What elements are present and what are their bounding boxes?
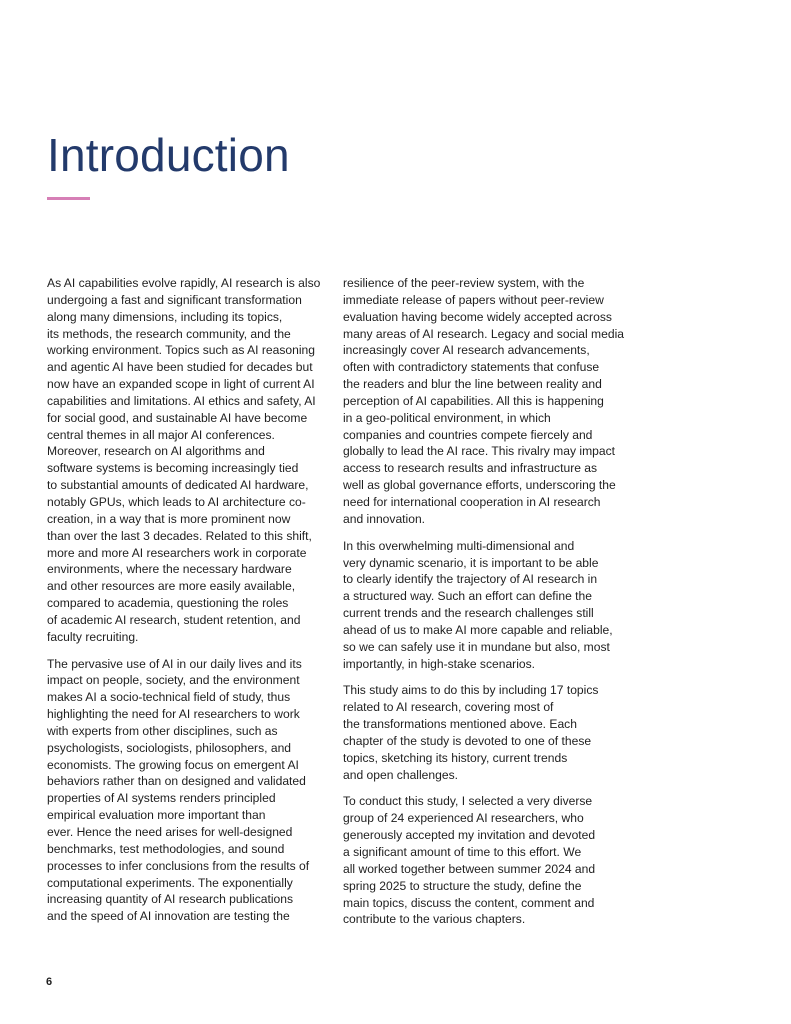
text-line: now have an expanded scope in light of current AI xyxy=(47,377,315,392)
text-line: of academic AI research, student retention, and xyxy=(47,612,301,627)
text-line: spring 2025 to structure the study, define the xyxy=(343,878,582,893)
text-line: properties of AI systems renders principled xyxy=(47,791,276,806)
paragraph xyxy=(47,656,324,926)
page-title: Introduction xyxy=(47,129,290,181)
text-line: to clearly identify the trajectory of AI research in xyxy=(343,572,598,587)
text-line: with experts from other disciplines, such as xyxy=(47,723,278,738)
text-line: than over the last 3 decades. Related to this shift, xyxy=(47,528,312,543)
text-line: environments, where the necessary hardware xyxy=(47,562,292,577)
text-line: Moreover, research on AI algorithms and xyxy=(47,444,265,459)
text-line: highlighting the need for AI researchers to work xyxy=(47,707,300,722)
text-line: current trends and the research challenges still xyxy=(343,606,594,621)
text-line: increasing quantity of AI research publications xyxy=(47,892,294,907)
text-line: well as global governance efforts, underscoring the xyxy=(343,478,616,493)
text-line: and innovation. xyxy=(343,511,426,526)
text-line: To conduct this study, I selected a very diverse xyxy=(343,794,593,809)
text-line: In this overwhelming multi-dimensional and xyxy=(343,538,575,553)
text-line: in a geo-political environment, in which xyxy=(343,410,551,425)
text-line: companies and countries compete fiercely and xyxy=(343,427,593,442)
text-line: more and more AI researchers work in corporate xyxy=(47,545,307,560)
text-line: creation, in a way that is more prominent now xyxy=(47,511,291,526)
text-line: resilience of the peer-review system, with the xyxy=(343,276,585,290)
text-line: to substantial amounts of dedicated AI hardware, xyxy=(47,478,309,493)
text-line: generously accepted my invitation and devoted xyxy=(343,828,596,843)
text-line: very dynamic scenario, it is important to be able xyxy=(343,555,599,570)
text-line: computational experiments. The exponentially xyxy=(47,875,293,890)
text-line: ever. Hence the need arises for well-designed xyxy=(47,825,293,839)
paragraph xyxy=(343,538,628,673)
text-line: economists. The growing focus on emergent AI xyxy=(47,757,299,772)
text-line: empirical evaluation more important than xyxy=(47,808,266,823)
text-line: and other resources are more easily available, xyxy=(47,579,296,594)
page-number: 6 xyxy=(46,976,53,988)
text-line: As AI capabilities evolve rapidly, AI research is also xyxy=(47,276,321,290)
text-line: all worked together between summer 2024 and xyxy=(343,861,596,876)
text-line: access to research results and infrastructure as xyxy=(343,461,598,476)
text-line: capabilities and limitations. AI ethics and safety, AI xyxy=(47,393,316,408)
text-line: chapter of the study is devoted to one of these xyxy=(343,733,592,748)
text-line: a structured way. Such an effort can define the xyxy=(343,589,592,604)
paragraph xyxy=(343,275,628,528)
title-accent-rule xyxy=(47,197,90,200)
text-line: central themes in all major AI conferences. xyxy=(47,427,275,442)
text-line: and open challenges. xyxy=(343,767,458,782)
text-line: processes to infer conclusions from the results of xyxy=(47,858,310,873)
text-line: the transformations mentioned above. Each xyxy=(343,717,577,732)
text-line: compared to academia, questioning the roles xyxy=(47,596,289,611)
text-line: and the speed of AI innovation are testing the xyxy=(47,909,290,924)
text-line: its methods, the research community, and the xyxy=(47,326,291,341)
text-line: makes AI a socio-technical field of study, thus xyxy=(47,690,291,705)
text-line: need for international cooperation in AI research xyxy=(343,494,601,509)
text-line: increasingly cover AI research advancements, xyxy=(343,343,590,358)
text-line: ahead of us to make AI more capable and reliable, xyxy=(343,622,613,637)
text-line: immediate release of papers without peer-review xyxy=(343,292,604,307)
left-text-column xyxy=(47,275,324,935)
right-text-column xyxy=(343,275,628,938)
paragraph xyxy=(47,275,324,646)
text-line: importantly, in high-stake scenarios. xyxy=(343,656,536,671)
text-line: the readers and blur the line between reality and xyxy=(343,377,602,392)
text-line: working environment. Topics such as AI reasoning xyxy=(47,343,315,358)
text-line: group of 24 experienced AI researchers, who xyxy=(343,811,584,826)
text-line: The pervasive use of AI in our daily lives and its xyxy=(47,656,302,671)
text-line: This study aims to do this by including 17 topics xyxy=(343,683,599,698)
text-line: along many dimensions, including its topics, xyxy=(47,309,283,324)
text-line: impact on people, society, and the environment xyxy=(47,673,300,688)
text-line: for social good, and sustainable AI have become xyxy=(47,410,308,425)
paragraph xyxy=(343,682,628,783)
paragraph xyxy=(343,793,628,928)
text-line: many areas of AI research. Legacy and social media xyxy=(343,326,624,341)
text-line: psychologists, sociologists, philosophers, and xyxy=(47,740,292,755)
text-line: related to AI research, covering most of xyxy=(343,700,554,715)
text-line: globally to lead the AI race. This rivalry may impact xyxy=(343,444,616,459)
text-line: evaluation having become widely accepted across xyxy=(343,309,612,324)
text-line: behaviors rather than on designed and validated xyxy=(47,774,306,789)
text-line: notably GPUs, which leads to AI architecture co- xyxy=(47,494,306,509)
text-line: often with contradictory statements that confuse xyxy=(343,360,600,375)
text-line: topics, sketching its history, current trends xyxy=(343,750,568,765)
text-line: and agentic AI have been studied for decades but xyxy=(47,360,313,375)
text-line: a significant amount of time to this effort. We xyxy=(343,845,582,859)
text-line: so we can safely use it in mundane but also, most xyxy=(343,639,610,654)
text-line: software systems is becoming increasingly tied xyxy=(47,461,299,476)
text-line: main topics, discuss the content, comment and xyxy=(343,895,595,910)
text-line: contribute to the various chapters. xyxy=(343,912,526,927)
text-line: benchmarks, test methodologies, and sound xyxy=(47,841,285,856)
text-line: undergoing a fast and significant transformation xyxy=(47,292,302,307)
text-line: perception of AI capabilities. All this is happening xyxy=(343,393,604,408)
text-line: faculty recruiting. xyxy=(47,629,139,644)
